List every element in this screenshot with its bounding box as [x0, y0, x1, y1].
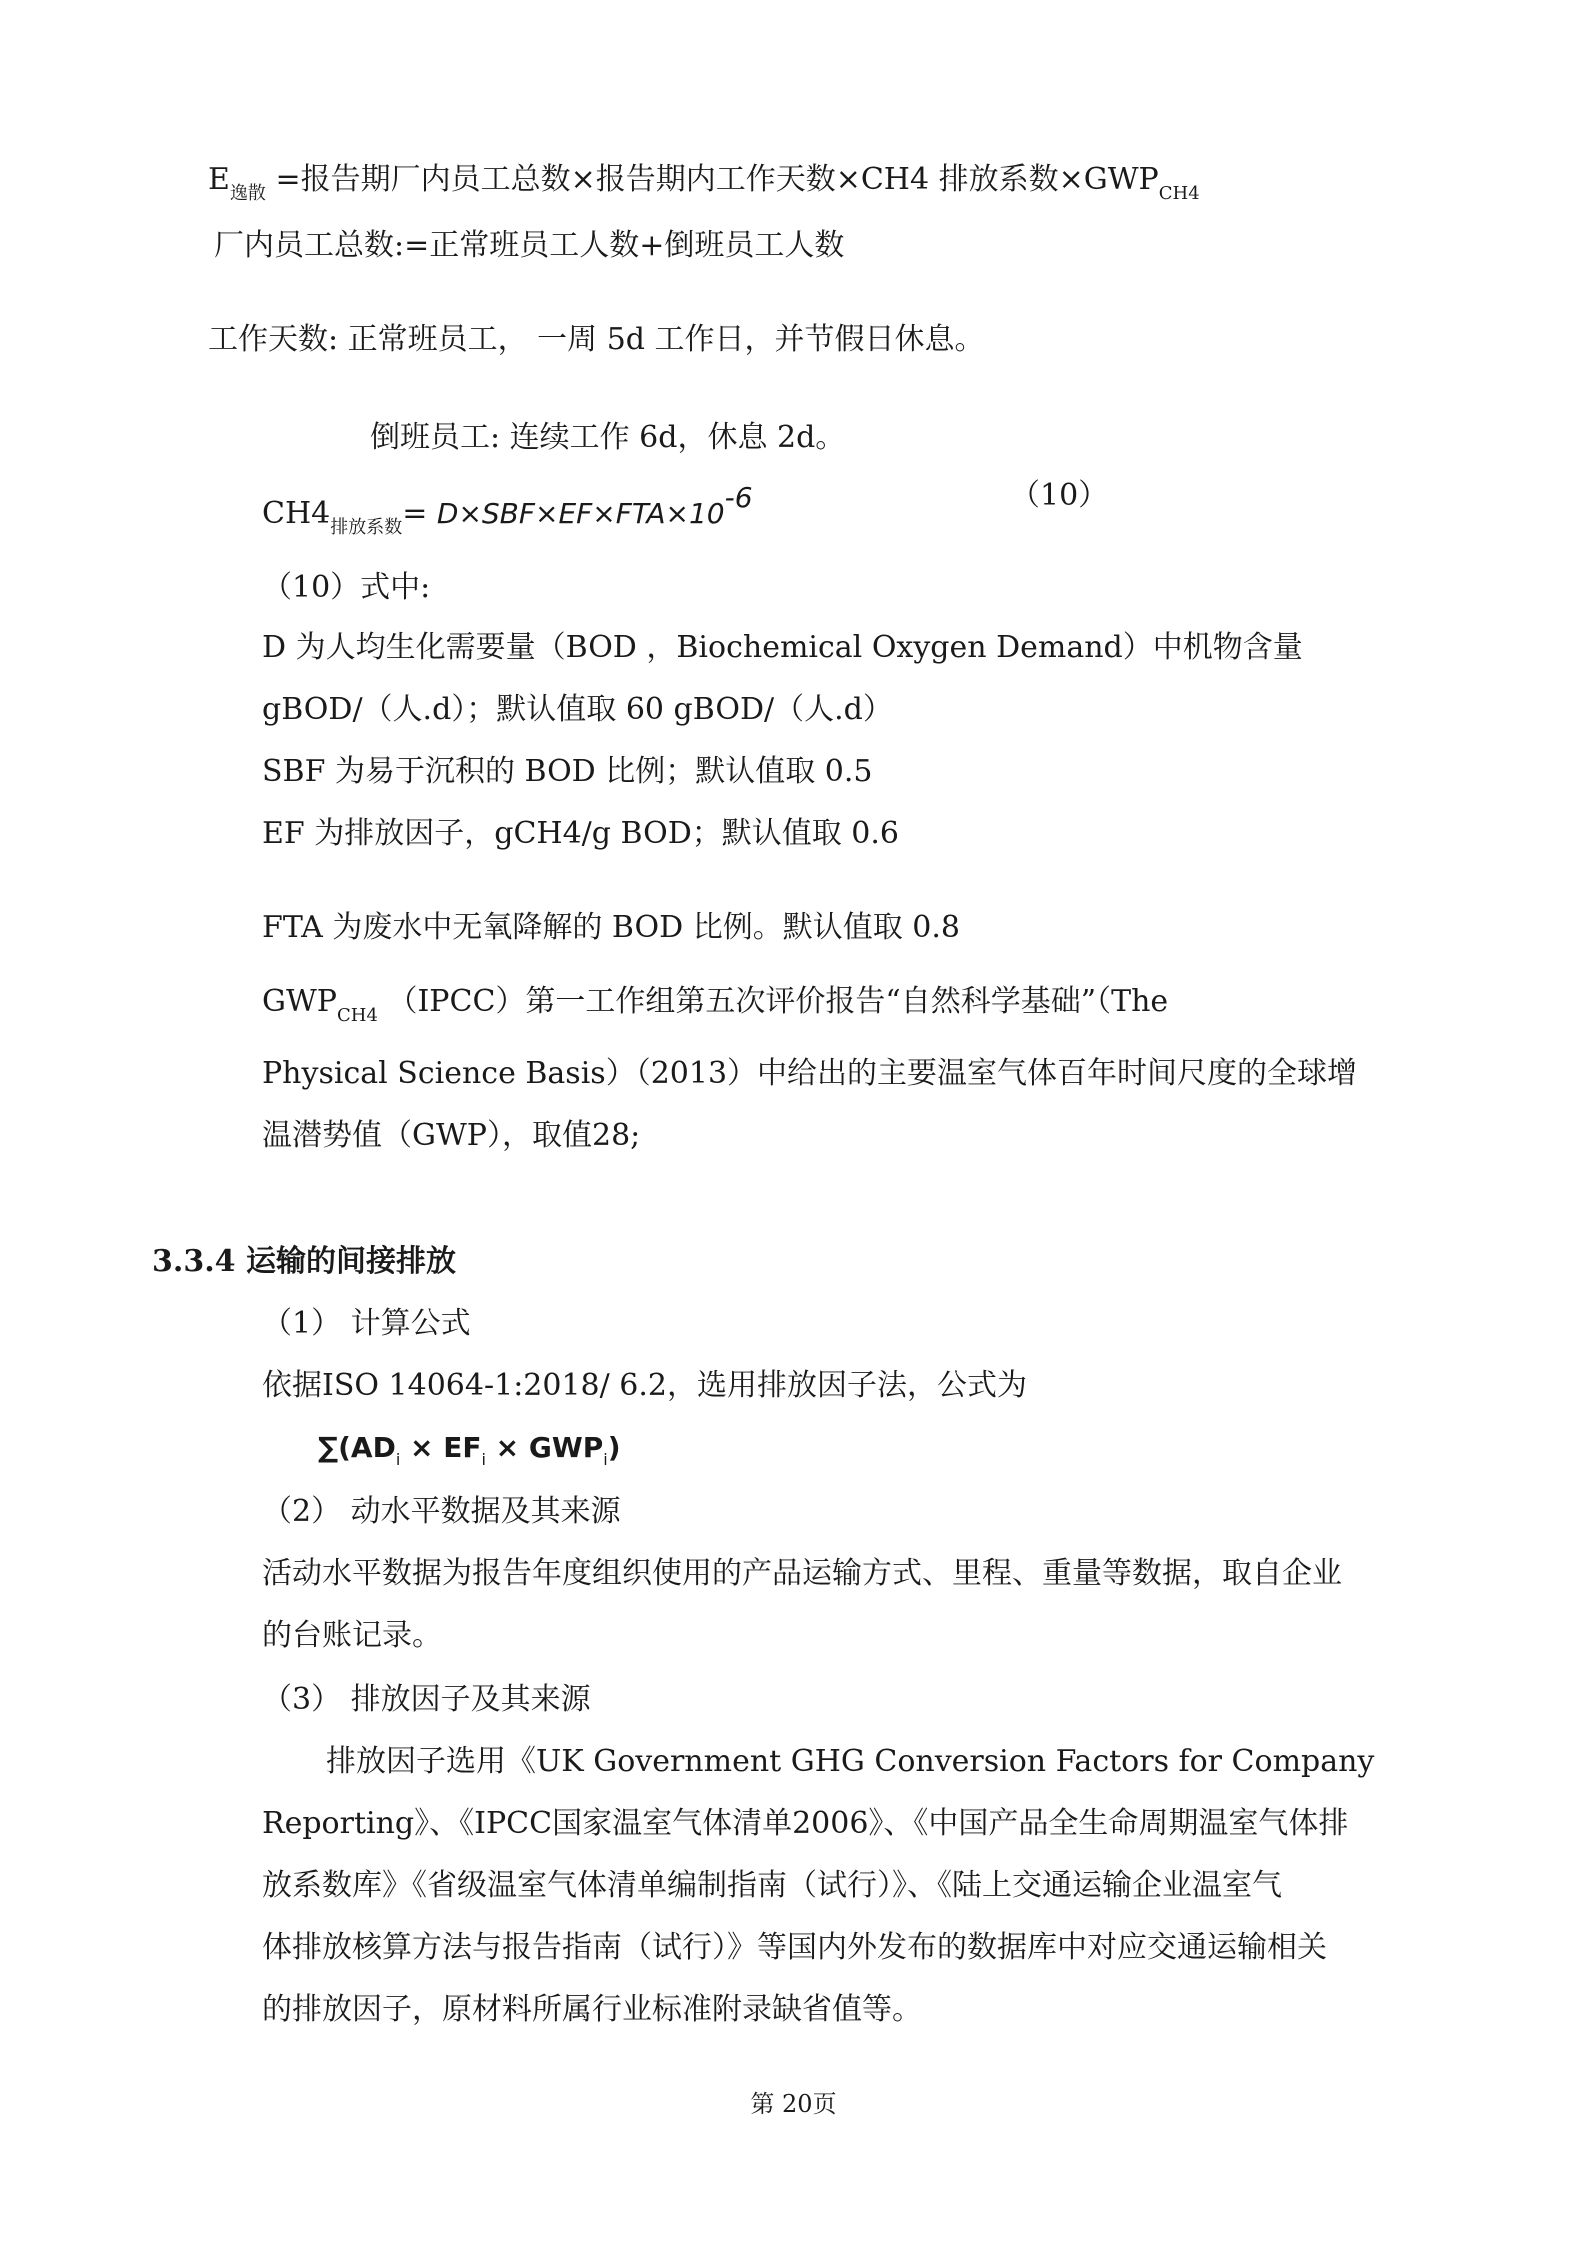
text-line: 的排放因子，原材料所属行业标准附录缺省值等。 — [262, 1992, 922, 2027]
text-line: 体排放核算方法与报告指南（试行）》等国内外发布的数据库中对应交通运输相关 — [262, 1930, 1327, 1965]
text-line: 活动水平数据为报告年度组织使用的产品运输方式、里程、重量等数据，取自企业 — [262, 1556, 1342, 1591]
formula-sum: $\sum(AD_i \times EF_i \times GWP_i)$ — [318, 1431, 621, 1469]
section-heading: 3.3.4 运输的间接排放 — [152, 1244, 456, 1279]
text-line — [262, 982, 1168, 1026]
subscript-fugitive: 逸散 — [229, 183, 266, 204]
text-line: 排放因子选用《UK Government GHG Conversion Factors for Company — [326, 1744, 1375, 1779]
text-line: FTA 为废水中无氧降解的 BOD 比例。默认值取 0.8 — [262, 910, 960, 945]
text-line: gBOD/（人.d）；默认值取 60 gBOD/（人.d） — [262, 692, 893, 727]
text-line: 的台账记录。 — [262, 1618, 442, 1653]
text-line: 温潜势值（GWP），取值28; — [262, 1118, 641, 1153]
text-line: 放系数库》《省级温室气体清单编制指南（试行）》、《陆上交通运输企业温室气 — [262, 1868, 1282, 1903]
text-line: 依据ISO 14064-1:2018/ 6.2，选用排放因子法，公式为 — [262, 1368, 1027, 1403]
text-line: （3） 排放因子及其来源 — [262, 1682, 591, 1717]
text-line: （1） 计算公式 — [262, 1306, 471, 1341]
text-line: EF 为排放因子，gCH4/g BOD；默认值取 0.6 — [262, 816, 900, 851]
text-line: Reporting》、《IPCC国家温室气体清单2006》、《中国产品全生命周期温室气体排 — [262, 1806, 1349, 1841]
symbol-e: E — [208, 162, 230, 197]
text-line: D 为人均生化需要量（BOD ，Biochemical Oxygen Demand）中机物含量 — [262, 630, 1303, 665]
text-line: 工作天数: 正常班员工， 一周 5d 工作日，并节假日休息。 — [208, 322, 985, 357]
text-body: （IPCC）第一工作组第五次评价报告“自然科学基础”（The — [377, 984, 1169, 1019]
formula-body: D×SBF×EF×FTA×10 — [436, 497, 725, 530]
page-number: 第 20页 — [750, 2090, 837, 2118]
symbol-gwp: GWP — [262, 984, 337, 1019]
symbol-ch4: CH4 — [262, 496, 331, 531]
equation-number: （10） — [1010, 478, 1109, 513]
exponent: -6 — [724, 481, 753, 514]
text-line: Physical Science Basis）（2013）中给出的主要温室气体百年时间尺度的全球增 — [262, 1056, 1358, 1091]
text-line: 倒班员工: 连续工作 6d，休息 2d。 — [370, 420, 846, 455]
text-line: 厂内员工总数:=正常班员工人数+倒班员工人数 — [214, 228, 845, 263]
text-line: （2） 动水平数据及其来源 — [262, 1494, 621, 1529]
subscript-ch4: CH4 — [1158, 183, 1200, 204]
text-line: SBF 为易于沉积的 BOD 比例；默认值取 0.5 — [262, 754, 873, 789]
equals-sign: = — [402, 496, 437, 531]
formula-e-fugitive — [208, 160, 1200, 204]
subscript-ch4: CH4 — [337, 1005, 378, 1026]
formula-body: =报告期厂内员工总数×报告期内工作天数×CH4 排放系数×GWP — [265, 162, 1159, 197]
subscript-emission-factor: 排放系数 — [330, 517, 403, 538]
formula-ch4-emission-factor — [262, 481, 753, 538]
text-line: （10）式中: — [262, 570, 431, 605]
